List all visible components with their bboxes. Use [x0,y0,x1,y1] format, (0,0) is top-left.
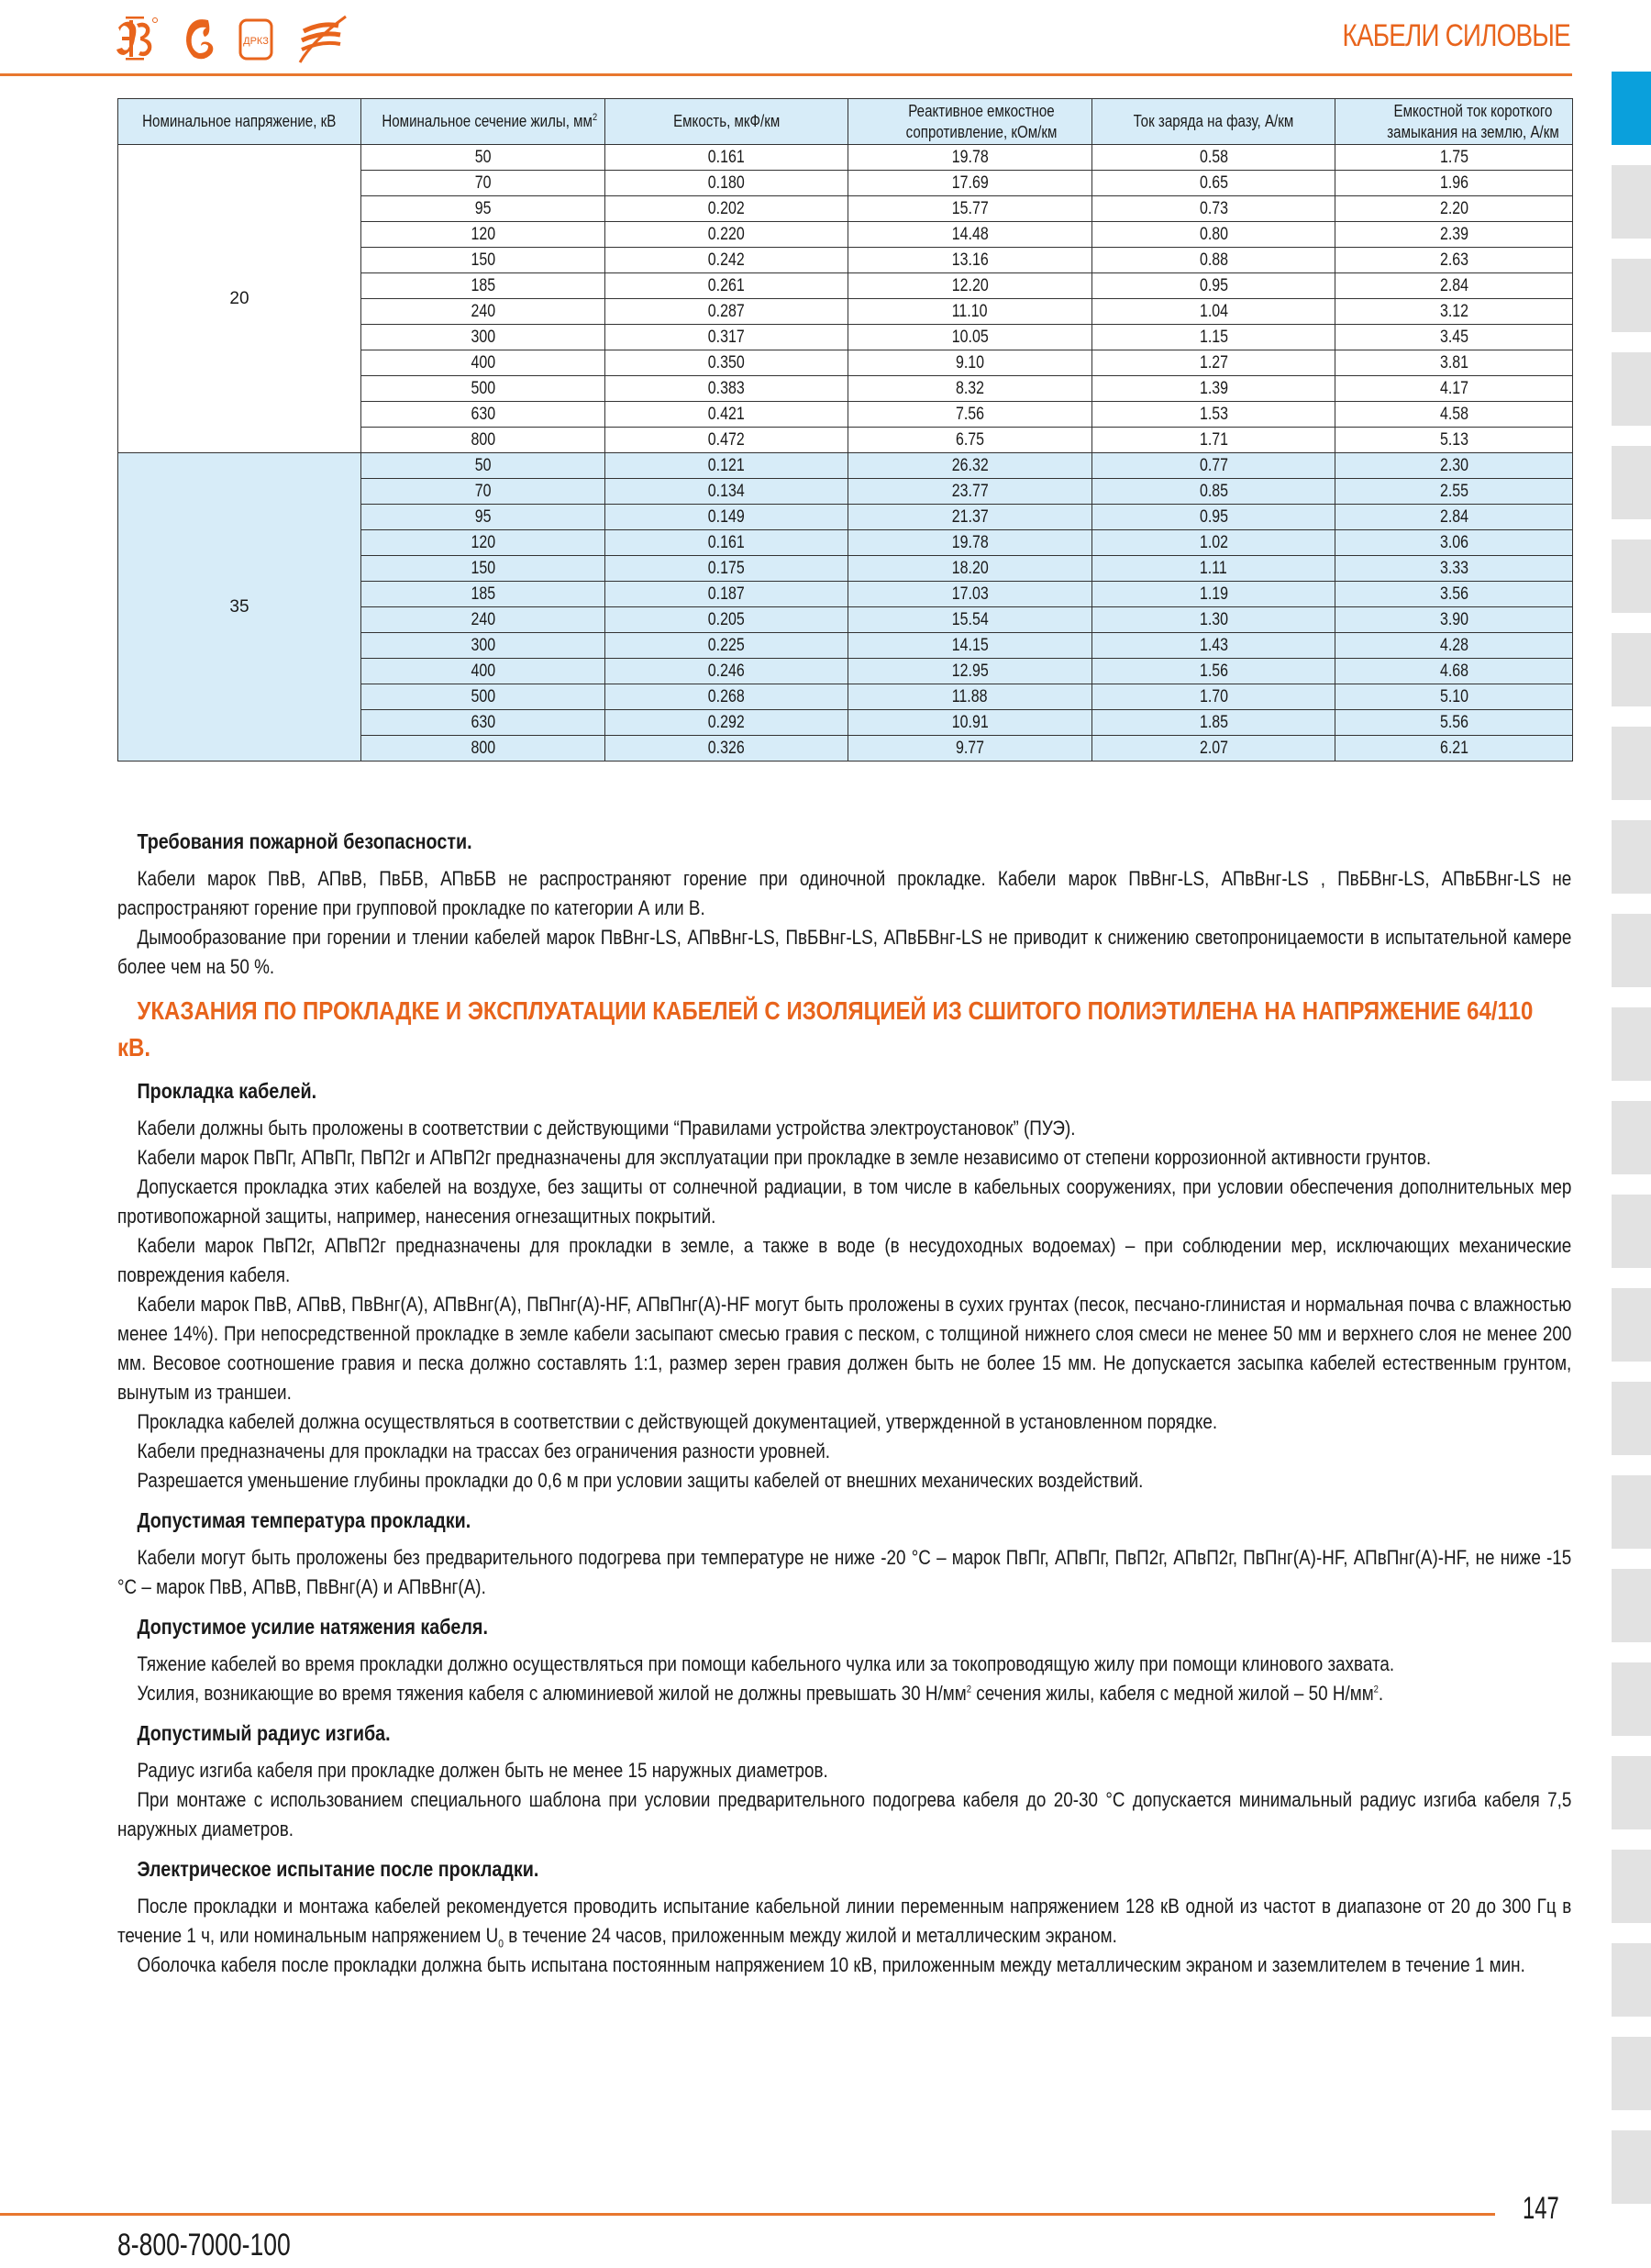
capacitance-cell: 0.261 [605,273,848,299]
header-reactance: Реактивное емкостное сопротивление, кОм/км [848,99,1092,145]
paragraph: Радиус изгиба кабеля при прокладке должен быть не менее 15 наружных диаметров. [137,1759,828,1782]
short-circuit-current-cell: 1.75 [1335,145,1573,171]
side-tab[interactable] [1612,2130,1651,2204]
side-tab-active[interactable] [1612,72,1651,145]
header-voltage: Номинальное напряжение, кВ [118,99,361,145]
short-circuit-current-cell: 2.55 [1335,479,1573,505]
capacitance-cell: 0.121 [605,453,848,479]
capacitance-cell: 0.287 [605,299,848,325]
capacitance-cell: 0.205 [605,607,848,633]
section-heading: Допустимая температура прокладки. [137,1508,471,1532]
wave-logo-icon [294,13,349,64]
short-circuit-current-cell: 5.56 [1335,710,1573,736]
reactance-cell: 18.20 [848,556,1092,582]
short-circuit-current-cell: 4.17 [1335,376,1573,402]
paragraph: Прокладка кабелей должна осуществляться в соответствии с действующей документацией, утвержденной в установленном порядке. [137,1410,1218,1433]
charge-current-cell: 1.27 [1092,350,1335,376]
paragraph: Допускается прокладка этих кабелей на воздухе, без защиты от солнечной радиации, в том числе в кабельных сооружениях, при условии обеспечения дополнительных мер противопожарной защиты, например, нанесения огнезащитных покрытий. [117,1175,1572,1228]
cross-section-cell: 800 [361,428,605,453]
reactance-cell: 9.10 [848,350,1092,376]
charge-current-cell: 1.43 [1092,633,1335,659]
section-heading: Допустимый радиус изгиба. [137,1721,391,1745]
charge-current-cell: 1.15 [1092,325,1335,350]
capacitance-cell: 0.268 [605,684,848,710]
short-circuit-current-cell: 3.81 [1335,350,1573,376]
cross-section-cell: 800 [361,736,605,762]
cross-section-cell: 400 [361,350,605,376]
cross-section-cell: 150 [361,248,605,273]
drkz-logo-icon [238,15,274,62]
short-circuit-current-cell: 2.63 [1335,248,1573,273]
capacitance-cell: 0.175 [605,556,848,582]
reactance-cell: 19.78 [848,145,1092,171]
header-charge-current: Ток заряда на фазу, А/км [1092,99,1335,145]
instructions-title: УКАЗАНИЯ ПО ПРОКЛАДКЕ И ЭКСПЛУАТАЦИИ КАБЕЛЕЙ С ИЗОЛЯЦИЕЙ ИЗ СШИТОГО ПОЛИЭТИЛЕНА НА НАПРЯЖЕНИЕ 64/110 кВ. [117,996,1534,1062]
cross-section-cell: 400 [361,659,605,684]
charge-current-cell: 0.80 [1092,222,1335,248]
charge-current-cell: 1.39 [1092,376,1335,402]
section-heading: Допустимое усилие натяжения кабеля. [137,1615,488,1639]
short-circuit-current-cell: 4.68 [1335,659,1573,684]
paragraph: При монтаже с использованием специального шаблона при условии предварительного подогрева кабеля до 20-30 °С допускается минимальный радиус изгиба кабеля 7,5 наружных диаметров. [117,1788,1572,1840]
short-circuit-current-cell: 2.30 [1335,453,1573,479]
capacitance-cell: 0.472 [605,428,848,453]
charge-current-cell: 1.56 [1092,659,1335,684]
section-title: КАБЕЛИ СИЛОВЫЕ [1342,18,1570,53]
side-tab[interactable] [1612,1475,1651,1549]
cross-section-cell: 50 [361,453,605,479]
charge-current-cell: 0.65 [1092,171,1335,196]
charge-current-cell: 0.95 [1092,505,1335,530]
cable-parameters-table [117,98,1573,762]
charge-current-cell: 1.85 [1092,710,1335,736]
charge-current-cell: 1.70 [1092,684,1335,710]
side-tab[interactable] [1612,1850,1651,1923]
paragraph: Дымообразование при горении и тлении кабелей марок ПвВнг-LS, АПвВнг-LS, ПвБВнг-LS, АПвБВнг-LS не приводит к снижению светопроницаемости в испытательной камере более чем на 50 %. [117,926,1572,978]
reactance-cell: 9.77 [848,736,1092,762]
short-circuit-current-cell: 5.10 [1335,684,1573,710]
charge-current-cell: 1.71 [1092,428,1335,453]
charge-current-cell: 0.85 [1092,479,1335,505]
side-tab[interactable] [1612,727,1651,800]
cross-section-cell: 240 [361,607,605,633]
charge-current-cell: 1.19 [1092,582,1335,607]
side-tab[interactable] [1612,2037,1651,2110]
side-tab[interactable] [1612,1756,1651,1829]
short-circuit-current-cell: 1.96 [1335,171,1573,196]
short-circuit-current-cell: 2.20 [1335,196,1573,222]
reactance-cell: 26.32 [848,453,1092,479]
voltage-cell: 35 [118,453,361,762]
charge-current-cell: 0.88 [1092,248,1335,273]
header-cross-section: Номинальное сечение жилы, $мм^2$ [361,99,605,145]
table-group-35kv [118,453,1573,762]
charge-current-cell: 2.07 [1092,736,1335,762]
capacitance-cell: 0.292 [605,710,848,736]
capacitance-cell: 0.225 [605,633,848,659]
paragraph-test-voltage: После прокладки и монтажа кабелей рекомендуется проводить испытание кабельной линии переменным напряжением 128 кВ одной из частот в диапазоне от 20 до 300 Гц в течение 1 ч, или номинальным напряжением $U_0$ в течение 24 часов, приложенным между жилой и металлическим экраном. [117,1895,1572,1951]
phone-number: 8-800-7000-100 [117,2228,291,2262]
short-circuit-current-cell: 2.84 [1335,505,1573,530]
capacitance-cell: 0.220 [605,222,848,248]
side-tab[interactable] [1612,1662,1651,1736]
cross-section-cell: 500 [361,684,605,710]
side-tab[interactable] [1612,1101,1651,1174]
reactance-cell: 10.91 [848,710,1092,736]
charge-current-cell: 1.02 [1092,530,1335,556]
reactance-cell: 8.32 [848,376,1092,402]
cross-section-cell: 300 [361,633,605,659]
side-tab[interactable] [1612,1569,1651,1642]
reactance-cell: 12.95 [848,659,1092,684]
charge-current-cell: 1.53 [1092,402,1335,428]
capacitance-cell: 0.187 [605,582,848,607]
reactance-cell: 14.15 [848,633,1092,659]
side-tab[interactable] [1612,446,1651,519]
paragraph-force-limits: Усилия, возникающие во время тяжения кабеля с алюминиевой жилой не должны превышать 30 $Н/мм^2$ сечения жилы, кабеля с медной жилой – 50 $Н/мм^2$. [137,1682,1384,1705]
paragraph: Оболочка кабеля после прокладки должна быть испытана постоянным напряжением 10 кВ, приложенным между металлическим экраном и заземлителем в течение 1 мин. [137,1953,1525,1976]
section-laying [117,1075,1571,1495]
cross-section-cell: 630 [361,710,605,736]
header-logos [115,11,349,66]
section-temperature [117,1505,1571,1602]
side-tab[interactable] [1612,539,1651,613]
reactance-cell: 13.16 [848,248,1092,273]
reactance-cell: 12.20 [848,273,1092,299]
paragraph: Кабели могут быть проложены без предварительного подогрева при температуре не ниже -20 °С – марок ПвПг, АПвПг, ПвП2г, АПвП2г, ПвПнг(А)-HF, АПвПнг(А)-HF, не ниже -15 °С – марок ПвВ, АПвВ, ПвВнг(А) и АПвВнг(А). [117,1546,1572,1598]
short-circuit-current-cell: 3.90 [1335,607,1573,633]
side-tab[interactable] [1612,259,1651,332]
table-header-row [118,99,1573,145]
short-circuit-current-cell: 2.39 [1335,222,1573,248]
header-short-circuit-current: Емкостной ток короткого замыкания на землю, А/км [1335,99,1573,145]
short-circuit-current-cell: 4.58 [1335,402,1573,428]
paragraph: Тяжение кабелей во время прокладки должно осуществляться при помощи кабельного чулка или за токопроводящую жилу при помощи клинового захвата. [137,1652,1395,1675]
capacitance-cell: 0.246 [605,659,848,684]
reactance-cell: 21.37 [848,505,1092,530]
cross-section-cell: 185 [361,582,605,607]
s-logo-icon [181,15,217,62]
cross-section-cell: 150 [361,556,605,582]
cross-section-cell: 630 [361,402,605,428]
side-tab[interactable] [1612,165,1651,239]
side-tab[interactable] [1612,820,1651,894]
svg-text:ДРКЗ: ДРКЗ [243,36,269,47]
charge-current-cell: 0.95 [1092,273,1335,299]
cross-section-cell: 300 [361,325,605,350]
reactance-cell: 23.77 [848,479,1092,505]
side-tab[interactable] [1612,1195,1651,1268]
ekz-logo-icon [115,15,161,62]
page-number: 147 [1523,2191,1559,2226]
short-circuit-current-cell: 3.33 [1335,556,1573,582]
reactance-cell: 19.78 [848,530,1092,556]
table-row [118,145,1573,171]
cross-section-cell: 95 [361,196,605,222]
side-tab[interactable] [1612,1382,1651,1455]
side-tab[interactable] [1612,352,1651,426]
short-circuit-current-cell: 6.21 [1335,736,1573,762]
short-circuit-current-cell: 3.56 [1335,582,1573,607]
cross-section-cell: 70 [361,171,605,196]
header-capacitance: Емкость, мкФ/км [605,99,848,145]
fire-safety-section [117,826,1571,982]
voltage-cell: 20 [118,145,361,453]
charge-current-cell: 1.30 [1092,607,1335,633]
reactance-cell: 14.48 [848,222,1092,248]
short-circuit-current-cell: 3.06 [1335,530,1573,556]
capacitance-cell: 0.383 [605,376,848,402]
section-heading: Электрическое испытание после прокладки. [137,1857,539,1881]
section-heading: Прокладка кабелей. [137,1079,317,1103]
paragraph: Кабели марок ПвВ, АПвВ, ПвВнг(А), АПвВнг(А), ПвПнг(А)-HF, АПвПнг(А)-HF могут быть проложены в сухих грунтах (песок, песчано-глинистая и нормальная почва с влажностью менее 14%). При непосредственной прокладке в земле кабели засыпают смесью гравия с песком, с толщиной нижнего слоя смеси не менее 50 мм и верхнего слоя не менее 200 мм. Весовое соотношение гравия и песка должно составлять 1:1, размер зерен гравия должен быть не более 15 мм. Не допускается засыпка кабелей естественным грунтом, вынутым из траншеи. [117,1293,1572,1404]
capacitance-cell: 0.161 [605,530,848,556]
capacitance-cell: 0.326 [605,736,848,762]
side-tab[interactable] [1612,633,1651,706]
charge-current-cell: 0.58 [1092,145,1335,171]
capacitance-cell: 0.149 [605,505,848,530]
paragraph: Кабели должны быть проложены в соответствии с действующими “Правилами устройства электроустановок” (ПУЭ). [137,1117,1076,1140]
side-tab-strip [1612,72,1651,2224]
capacitance-cell: 0.161 [605,145,848,171]
cross-section-cell: 70 [361,479,605,505]
document-body [117,826,1572,1980]
capacitance-cell: 0.421 [605,402,848,428]
short-circuit-current-cell: 3.45 [1335,325,1573,350]
cross-section-cell: 185 [361,273,605,299]
capacitance-cell: 0.242 [605,248,848,273]
reactance-cell: 7.56 [848,402,1092,428]
fire-safety-heading: Требования пожарной безопасности. [137,829,472,853]
paragraph: Разрешается уменьшение глубины прокладки до 0,6 м при условии защиты кабелей от внешних механических воздействий. [137,1469,1144,1492]
section-pulling-force [117,1611,1571,1708]
cross-section-cell: 50 [361,145,605,171]
cross-section-cell: 95 [361,505,605,530]
reactance-cell: 10.05 [848,325,1092,350]
table-row [118,453,1573,479]
cross-section-cell: 500 [361,376,605,402]
charge-current-cell: 1.11 [1092,556,1335,582]
reactance-cell: 11.88 [848,684,1092,710]
reactance-cell: 15.54 [848,607,1092,633]
section-electrical-test [117,1853,1571,1980]
reactance-cell: 17.03 [848,582,1092,607]
capacitance-cell: 0.317 [605,325,848,350]
short-circuit-current-cell: 2.84 [1335,273,1573,299]
reactance-cell: 15.77 [848,196,1092,222]
capacitance-cell: 0.134 [605,479,848,505]
top-divider [0,73,1572,76]
short-circuit-current-cell: 4.28 [1335,633,1573,659]
cross-section-cell: 240 [361,299,605,325]
paragraph: Кабели марок ПвП2г, АПвП2г предназначены для прокладки в земле, а также в воде (в несудоходных водоемах) – при соблюдении мер, исключающих механические повреждения кабеля. [117,1234,1572,1286]
bottom-divider [0,2213,1495,2216]
cross-section-cell: 120 [361,222,605,248]
section-bend-radius [117,1718,1571,1844]
capacitance-cell: 0.350 [605,350,848,376]
paragraph: Кабели предназначены для прокладки на трассах без ограничения разности уровней. [137,1440,830,1462]
charge-current-cell: 0.77 [1092,453,1335,479]
charge-current-cell: 0.73 [1092,196,1335,222]
paragraph: Кабели марок ПвВ, АПвВ, ПвБВ, АПвБВ не распространяют горение при одиночной прокладке. Кабели марок ПвВнг-LS, АПвВнг-LS , ПвБВнг-LS, АПвБВнг-LS не распространяют горение при групповой прокладке по категории А или В. [117,867,1572,919]
reactance-cell: 17.69 [848,171,1092,196]
cross-section-cell: 120 [361,530,605,556]
short-circuit-current-cell: 3.12 [1335,299,1573,325]
side-tab[interactable] [1612,1007,1651,1081]
paragraph: Кабели марок ПвПг, АПвПг, ПвП2г и АПвП2г предназначены для эксплуатации при прокладке в земле независимо от степени коррозионной активности грунтов. [137,1146,1432,1169]
capacitance-cell: 0.180 [605,171,848,196]
short-circuit-current-cell: 5.13 [1335,428,1573,453]
side-tab[interactable] [1612,914,1651,987]
reactance-cell: 6.75 [848,428,1092,453]
capacitance-cell: 0.202 [605,196,848,222]
side-tab[interactable] [1612,1288,1651,1362]
table-group-20kv [118,145,1573,453]
reactance-cell: 11.10 [848,299,1092,325]
side-tab[interactable] [1612,1943,1651,2017]
charge-current-cell: 1.04 [1092,299,1335,325]
